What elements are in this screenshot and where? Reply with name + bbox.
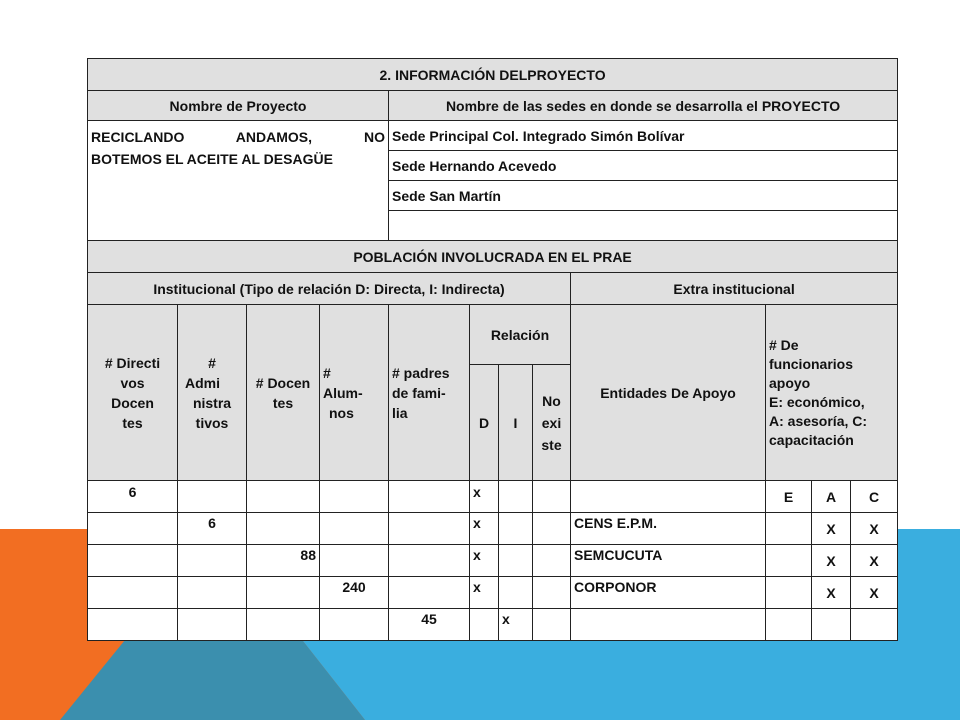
project-name-line1: RECICLANDO ANDAMOS, NO: [91, 129, 385, 145]
header-nombre-proyecto: Nombre de Proyecto: [88, 91, 389, 121]
col-d: D: [470, 365, 499, 481]
extra-institucional-title: Extra institucional: [571, 273, 898, 305]
table-row: 45 x: [88, 609, 898, 641]
project-name-line2: BOTEMOS EL ACEITE AL DESAGÜE: [91, 151, 333, 167]
project-name-cell: [88, 121, 389, 241]
table-row: 88 x SEMCUCUTA X X: [88, 545, 898, 577]
poblacion-title: POBLACIÓN INVOLUCRADA EN EL PRAE: [88, 241, 898, 273]
sede-4-empty: [389, 211, 898, 241]
col-administrativos: # Admi nistra tivos: [178, 305, 247, 481]
col-entidades: Entidades De Apoyo: [571, 305, 766, 481]
section-title: 2. INFORMACIÓN DELPROYECTO: [88, 59, 898, 91]
sede-2: Sede Hernando Acevedo: [389, 151, 898, 181]
col-alumnos: # Alum- nos: [320, 305, 389, 481]
col-relacion: Relación: [470, 305, 571, 365]
col-padres: # padres de fami- lia: [389, 305, 470, 481]
institucional-title: Institucional (Tipo de relación D: Directa, I: Indirecta): [88, 273, 571, 305]
col-i: I: [499, 365, 533, 481]
col-funcionarios: # De funcionarios apoyo E: económico, A: asesoría, C: capacitación: [766, 305, 898, 481]
header-nombre-sedes: Nombre de las sedes en donde se desarrolla el PROYECTO: [389, 91, 898, 121]
table-row: 240 x CORPONOR X X: [88, 577, 898, 609]
sede-1: Sede Principal Col. Integrado Simón Bolívar: [389, 121, 898, 151]
table-row: 6 x CENS E.P.M. X X: [88, 513, 898, 545]
project-info-table: [87, 58, 898, 641]
col-no-existe: No exi ste: [533, 365, 571, 481]
col-docentes: # Docen tes: [247, 305, 320, 481]
sede-3: Sede San Martín: [389, 181, 898, 211]
col-directivos: # Directi vos Docen tes: [88, 305, 178, 481]
table-row: 6 x E A C: [88, 481, 898, 513]
